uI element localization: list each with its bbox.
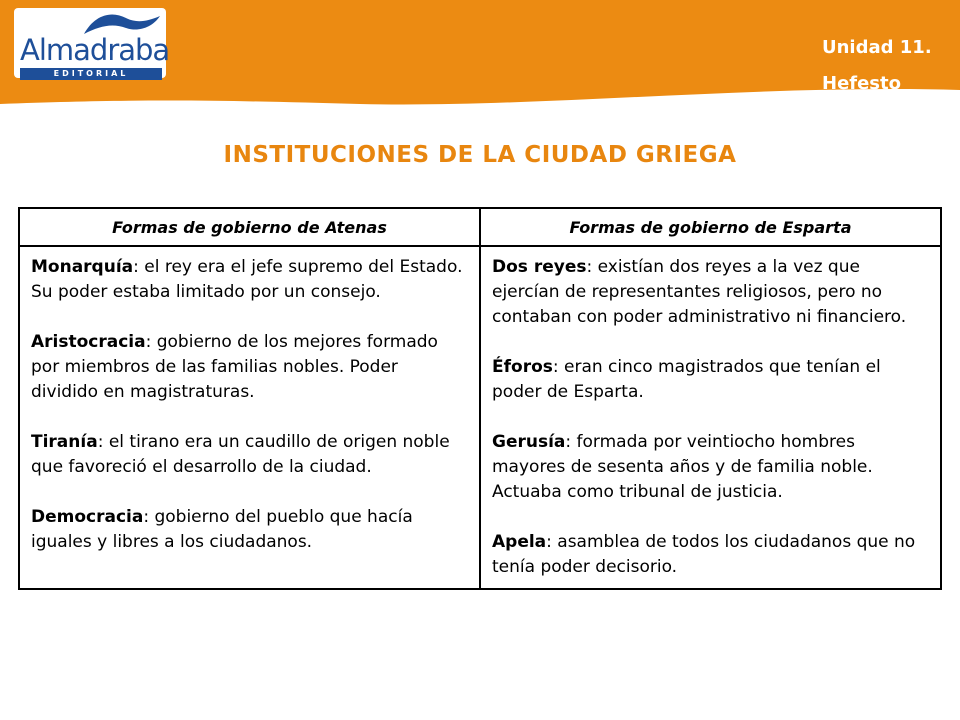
term-description: : el rey era el jefe supremo del Estado. Su poder estaba limitado por un consejo. xyxy=(31,257,463,302)
term-description: : el tirano era un caudillo de origen noble que favoreció el desarrollo de la ciudad. xyxy=(31,432,450,477)
atenas-item-monarquia xyxy=(31,255,469,305)
esparta-item-apela xyxy=(492,530,930,580)
esparta-item-eforos xyxy=(492,355,930,405)
header-esparta: Formas de gobierno de Esparta xyxy=(480,208,941,246)
government-table xyxy=(18,207,942,590)
term-label: Tiranía xyxy=(31,432,98,452)
logo-subtitle: EDITORIAL xyxy=(20,68,162,80)
atenas-cell xyxy=(19,246,480,589)
atenas-item-tirania xyxy=(31,430,469,480)
term-description: : gobierno del pueblo que hacía iguales y libres a los ciudadanos. xyxy=(31,507,413,552)
esparta-item-gerusia xyxy=(492,430,930,505)
term-description: : eran cinco magistrados que tenían el poder de Esparta. xyxy=(492,357,881,402)
term-label: Democracia xyxy=(31,507,144,527)
logo-wordmark: Almadraba xyxy=(20,33,170,67)
esparta-cell xyxy=(480,246,941,589)
term-label: Gerusía xyxy=(492,432,566,452)
term-description: : existían dos reyes a la vez que ejercían de representantes religiosos, pero no contaban con poder administrativo ni financiero. xyxy=(492,257,907,327)
term-description: : gobierno de los mejores formado por miembros de las familias nobles. Poder dividido en magistraturas. xyxy=(31,332,438,402)
term-description: : asamblea de todos los ciudadanos que no tenía poder decisorio. xyxy=(492,532,916,577)
unit-heading xyxy=(822,30,942,102)
header-atenas: Formas de gobierno de Atenas xyxy=(19,208,480,246)
publisher-logo xyxy=(14,8,170,78)
atenas-item-aristocracia xyxy=(31,330,469,405)
table-row xyxy=(19,246,941,589)
term-description: : formada por veintiocho hombres mayores de sesenta años y de familia noble. Actuaba como tribunal de justicia. xyxy=(492,432,873,502)
term-label: Apela xyxy=(492,532,547,552)
esparta-item-dos-reyes xyxy=(492,255,930,330)
term-label: Monarquía xyxy=(31,257,134,277)
header-banner xyxy=(0,0,960,110)
term-label: Dos reyes xyxy=(492,257,587,277)
atenas-item-democracia xyxy=(31,505,469,555)
page-title: INSTITUCIONES DE LA CIUDAD GRIEGA xyxy=(223,142,737,168)
term-label: Éforos xyxy=(492,357,553,377)
table-header-row xyxy=(19,208,941,246)
term-label: Aristocracia xyxy=(31,332,146,352)
unit-name: Hefesto xyxy=(822,73,901,94)
unit-number: Unidad 11. xyxy=(822,37,932,58)
